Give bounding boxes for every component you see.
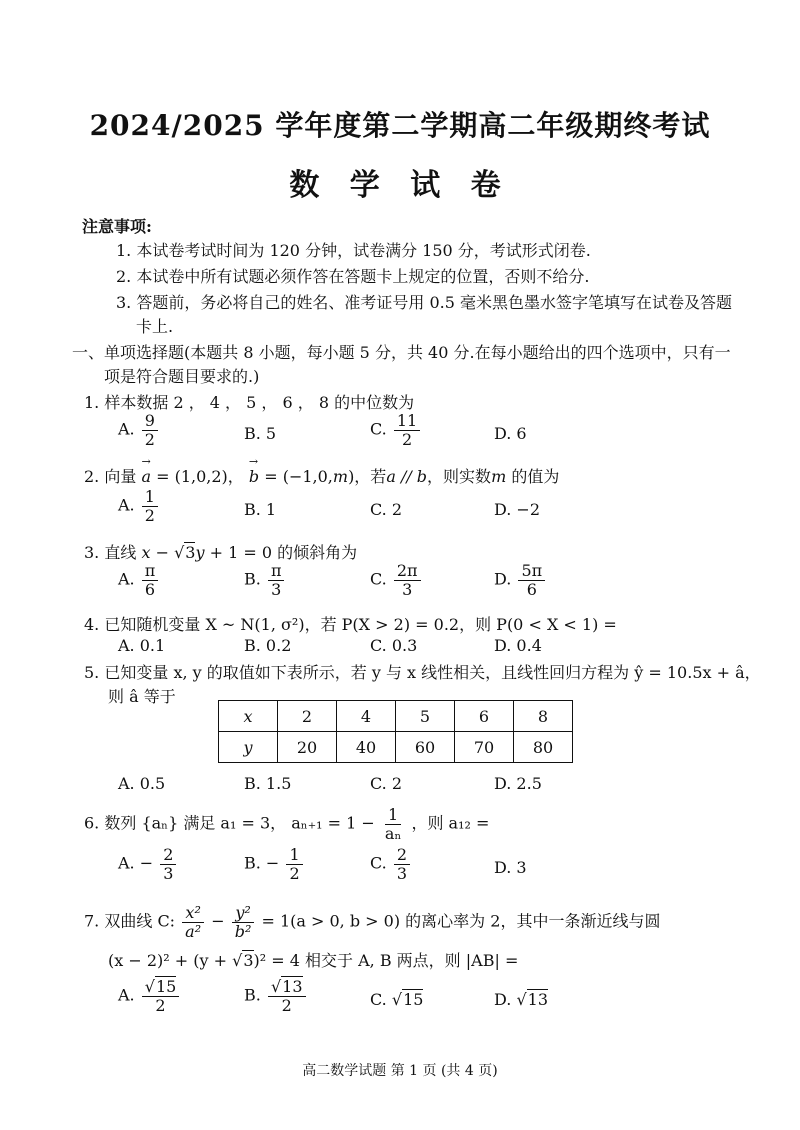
- option-d: D. 0.4: [494, 636, 542, 655]
- option-d: D. 6: [494, 424, 527, 443]
- option-b: B. 5: [244, 424, 277, 443]
- table-cell: 6: [455, 701, 514, 732]
- question-2-stem: 2. 向量 → a = (1,0,2)， → b = (−1,0,m)，若a // b，则实数m 的值为: [84, 464, 559, 487]
- table-cell: 60: [396, 732, 455, 763]
- table-cell: 8: [514, 701, 573, 732]
- table-cell: 20: [278, 732, 337, 763]
- notice-item-2: 2. 本试卷中所有试题必须作答在答题卡上规定的位置，否则不给分.: [116, 267, 590, 286]
- option-b: B. 1.5: [244, 774, 292, 793]
- option-d: D. 3: [494, 858, 527, 877]
- option-b: B. − $\frac{1}{2}$: [244, 846, 305, 882]
- question-4-options: [0, 636, 800, 658]
- table-row: [219, 732, 573, 763]
- question-4-stem: 4. 已知随机变量 X ~ N(1, σ²)，若 P(X > 2) = 0.2，则 P(0 < X < 1) =: [84, 615, 617, 634]
- table-cell: 80: [514, 732, 573, 763]
- option-c: C. √15: [370, 990, 424, 1009]
- option-a: A. − $\frac{2}{3}$: [118, 846, 178, 882]
- option-a: A. $\frac{9}{2}$: [118, 412, 160, 448]
- option-a: A. $\frac{√15}{2}$: [118, 978, 181, 1014]
- question-5-options: [0, 774, 800, 796]
- question-2-options: [0, 488, 800, 534]
- option-c: C. $\frac{2\pi}{3}$: [370, 562, 423, 598]
- table-cell: 70: [455, 732, 514, 763]
- option-d: D. 2.5: [494, 774, 542, 793]
- option-d: D. $\frac{5\pi}{6}$: [494, 562, 547, 598]
- question-7-stem-cont: (x − 2)² + (y + √3)² = 4 相交于 A, B 两点，则 |AB| =: [108, 951, 519, 970]
- table-cell: 5: [396, 701, 455, 732]
- question-5-stem: 5. 已知变量 x, y 的取值如下表所示，若 y 与 x 线性相关，且线性回归方程为 ŷ = 10.5x + â，: [84, 663, 761, 682]
- option-c: C. 0.3: [370, 636, 418, 655]
- table-cell: x: [219, 701, 278, 732]
- option-c: C. $\frac{2}{3}$: [370, 846, 412, 882]
- table-cell: 4: [337, 701, 396, 732]
- question-6-options: [0, 846, 800, 892]
- notice-item-3: 3. 答题前，务必将自己的姓名、准考证号用 0.5 毫米黑色墨水签字笔填写在试卷及答题: [116, 293, 732, 312]
- section-1-heading: 一、单项选择题(本题共 8 小题，每小题 5 分，共 40 分.在每小题给出的四个选项中，只有一: [72, 343, 731, 362]
- table-cell: 40: [337, 732, 396, 763]
- table-row: [219, 701, 573, 732]
- option-d: D. √13: [494, 990, 548, 1009]
- notice-item-1: 1. 本试卷考试时间为 120 分钟，试卷满分 150 分，考试形式闭卷.: [116, 241, 591, 260]
- notice-item-3-cont: 卡上.: [136, 317, 174, 336]
- question-3-options: [0, 562, 800, 608]
- question-5-stem-cont: 则 â 等于: [108, 687, 176, 706]
- question-1-options: [0, 412, 800, 458]
- exam-title: 2024/2025 学年度第二学期高二年级期终考试: [89, 109, 711, 142]
- option-c: C. 2: [370, 774, 403, 793]
- question-6-stem: 6. 数列 {aₙ} 满足 a₁ = 3， aₙ₊₁ = 1 − $\frac{1}{\text{aₙ}}$ ，则 a₁₂ =: [84, 805, 490, 843]
- question-7-options: [0, 978, 800, 1028]
- option-c: C. $\frac{11}{2}$: [370, 412, 422, 448]
- question-3-stem: 3. 直线 x − √3y + 1 = 0 的倾斜角为: [84, 543, 358, 562]
- option-b: B. $\frac{√13}{2}$: [244, 978, 308, 1014]
- data-table: [218, 700, 573, 763]
- question-7-stem: 7. 双曲线 C: $\frac{\text{x²}}{\text{a²}}$ − $\frac{\text{y²}}{\text{b²}}$ = 1(a > 0, b > 0) 的离心率为 2，其中一条渐近线与圆: [84, 903, 661, 941]
- option-a: A. $\frac{\pi}{6}$: [118, 562, 160, 598]
- table-cell: y: [219, 732, 278, 763]
- option-a: A. 0.5: [118, 774, 166, 793]
- option-d: D. −2: [494, 500, 541, 519]
- question-1-stem: 1. 样本数据 2 ， 4 ， 5 ， 6 ， 8 的中位数为: [84, 393, 415, 412]
- option-a: A. $\frac{1}{2}$: [118, 488, 160, 524]
- option-b: B. 0.2: [244, 636, 292, 655]
- notice-heading: 注意事项:: [82, 217, 152, 236]
- option-b: B. $\frac{\pi}{3}$: [244, 562, 286, 598]
- option-c: C. 2: [370, 500, 403, 519]
- page-footer: 高二数学试题 第 1 页 (共 4 页): [302, 1063, 498, 1079]
- option-a: A. 0.1: [118, 636, 166, 655]
- exam-subtitle: 数 学 试 卷: [289, 168, 511, 203]
- table-cell: 2: [278, 701, 337, 732]
- section-1-heading-cont: 项是符合题目要求的.): [104, 367, 260, 386]
- option-b: B. 1: [244, 500, 277, 519]
